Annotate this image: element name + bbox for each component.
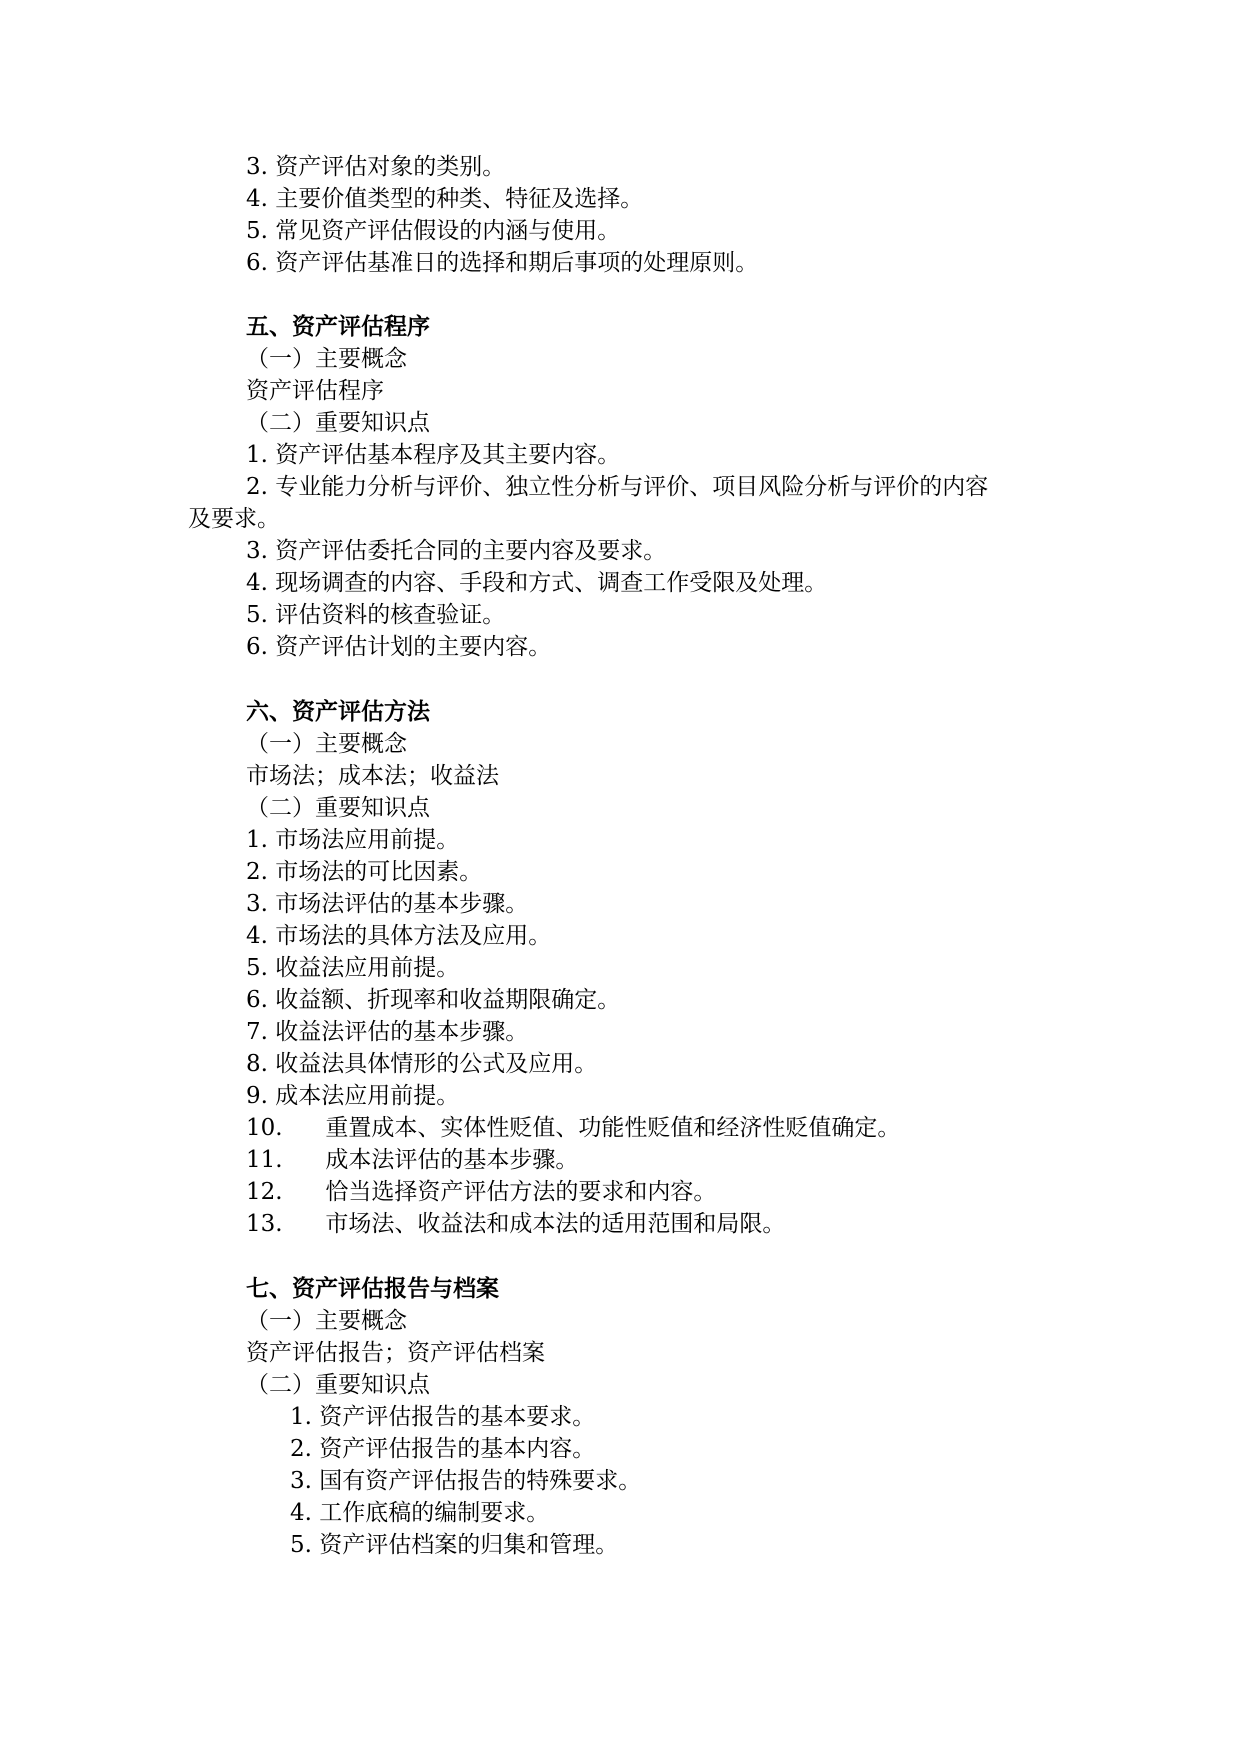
concept-list: 资产评估程序 <box>246 378 384 404</box>
list-item: 4. 主要价值类型的种类、特征及选择。 <box>246 186 644 212</box>
list-item: 2. 资产评估报告的基本内容。 <box>290 1436 596 1462</box>
list-item: 4. 现场调查的内容、手段和方式、调查工作受限及处理。 <box>246 570 828 596</box>
list-item: 9. 成本法应用前提。 <box>246 1083 460 1109</box>
list-item: 4. 市场法的具体方法及应用。 <box>246 923 552 949</box>
list-item: 5. 资产评估档案的归集和管理。 <box>290 1532 619 1558</box>
list-item: 6. 资产评估计划的主要内容。 <box>246 634 552 660</box>
list-item: 10. 重置成本、实体性贬值、功能性贬值和经济性贬值确定。 <box>246 1115 901 1141</box>
list-item: 6. 收益额、折现率和收益期限确定。 <box>246 987 621 1013</box>
subsection-heading: （二）重要知识点 <box>246 1372 430 1398</box>
list-item: 4. 工作底稿的编制要求。 <box>290 1500 550 1526</box>
list-item: 3. 资产评估委托合同的主要内容及要求。 <box>246 538 667 564</box>
list-item: 13. 市场法、收益法和成本法的适用范围和局限。 <box>246 1211 786 1237</box>
subsection-heading: （二）重要知识点 <box>246 410 430 436</box>
list-item: 5. 评估资料的核查验证。 <box>246 602 506 628</box>
concept-list: 市场法；成本法；收益法 <box>246 763 499 789</box>
list-item: 12. 恰当选择资产评估方法的要求和内容。 <box>246 1179 717 1205</box>
list-item: 1. 市场法应用前提。 <box>246 827 460 853</box>
list-item: 3. 国有资产评估报告的特殊要求。 <box>290 1468 642 1494</box>
list-item: 5. 常见资产评估假设的内涵与使用。 <box>246 218 621 244</box>
list-item: 3. 资产评估对象的类别。 <box>246 154 506 180</box>
subsection-heading: （一）主要概念 <box>246 346 407 372</box>
subsection-heading: （一）主要概念 <box>246 1308 407 1334</box>
list-item: 2. 市场法的可比因素。 <box>246 859 483 885</box>
subsection-heading: （一）主要概念 <box>246 731 407 757</box>
list-item: 7. 收益法评估的基本步骤。 <box>246 1019 529 1045</box>
list-item: 3. 市场法评估的基本步骤。 <box>246 891 529 917</box>
list-item-continuation: 及要求。 <box>188 506 280 532</box>
list-item: 6. 资产评估基准日的选择和期后事项的处理原则。 <box>246 250 759 276</box>
list-item: 5. 收益法应用前提。 <box>246 955 460 981</box>
concept-list: 资产评估报告；资产评估档案 <box>246 1340 545 1366</box>
section-heading: 七、资产评估报告与档案 <box>246 1276 499 1302</box>
list-item: 8. 收益法具体情形的公式及应用。 <box>246 1051 598 1077</box>
subsection-heading: （二）重要知识点 <box>246 795 430 821</box>
section-heading: 五、资产评估程序 <box>246 314 430 340</box>
list-item: 1. 资产评估基本程序及其主要内容。 <box>246 442 621 468</box>
list-item: 2. 专业能力分析与评价、独立性分析与评价、项目风险分析与评价的内容 <box>246 474 989 500</box>
list-item: 11. 成本法评估的基本步骤。 <box>246 1147 579 1173</box>
list-item: 1. 资产评估报告的基本要求。 <box>290 1404 596 1430</box>
section-heading: 六、资产评估方法 <box>246 699 430 725</box>
